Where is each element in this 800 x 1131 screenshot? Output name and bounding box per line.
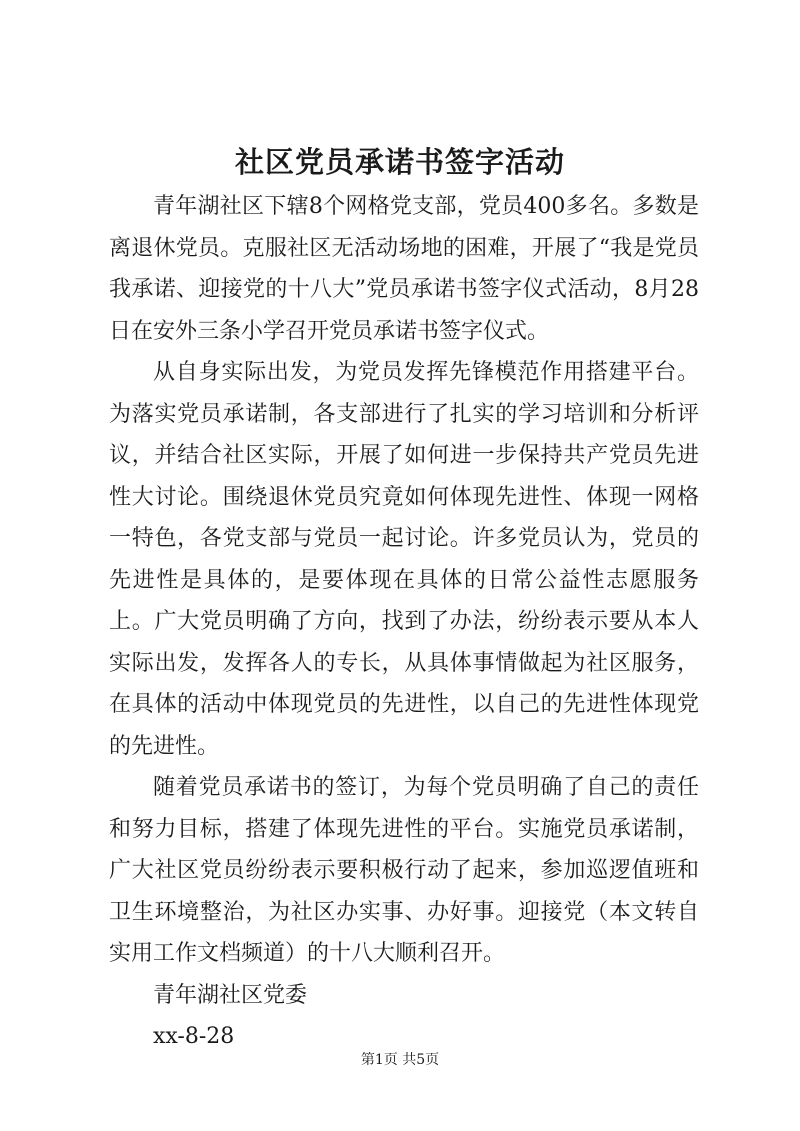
paragraph-2: 从自身实际出发，为党员发挥先锋模范作用搭建平台。为落实党员承诺制，各支部进行了扎实的学习培训和分析评议，并结合社区实际，开展了如何进一步保持共产党员先进性大讨论。围绕退休党员究竟如何体现先进性、体现一网格一特色，各党支部与党员一起讨论。许多党员认为，党员的先进性是具体的，是要体现在具体的日常公益性志愿服务上。广大党员明确了方向，找到了办法，纷纷表示要从本人实际出发，发挥各人的专长，从具体事情做起为社区服务，在具体的活动中体现党员的先进性，以自己的先进性体现党的先进性。	[109, 360, 699, 759]
signature: 青年湖社区党委	[153, 982, 308, 1008]
document-title: 社区党员承诺书签字活动	[234, 145, 565, 179]
paragraph-1: 青年湖社区下辖8个网格党支部，党员400多名。多数是离退休党员。克服社区无活动场地的困难，开展了“我是党员我承诺、迎接党的十八大”党员承诺书签字仪式活动，8月28日在安外三条小学召开党员承诺书签字仪式。	[109, 194, 699, 344]
document-date: xx-8-28	[153, 1024, 235, 1049]
document-body	[109, 186, 699, 1058]
paragraph-3: 随着党员承诺书的签订，为每个党员明确了自己的责任和努力目标，搭建了体现先进性的平台。实施党员承诺制，广大社区党员纷纷表示要积极行动了起来，参加巡逻值班和卫生环境整治，为社区办实事、办好事。迎接党（本文转自实用工作文档频道）的十八大顺利召开。	[109, 775, 699, 966]
page-footer: 第1页 共5页	[360, 1052, 440, 1068]
